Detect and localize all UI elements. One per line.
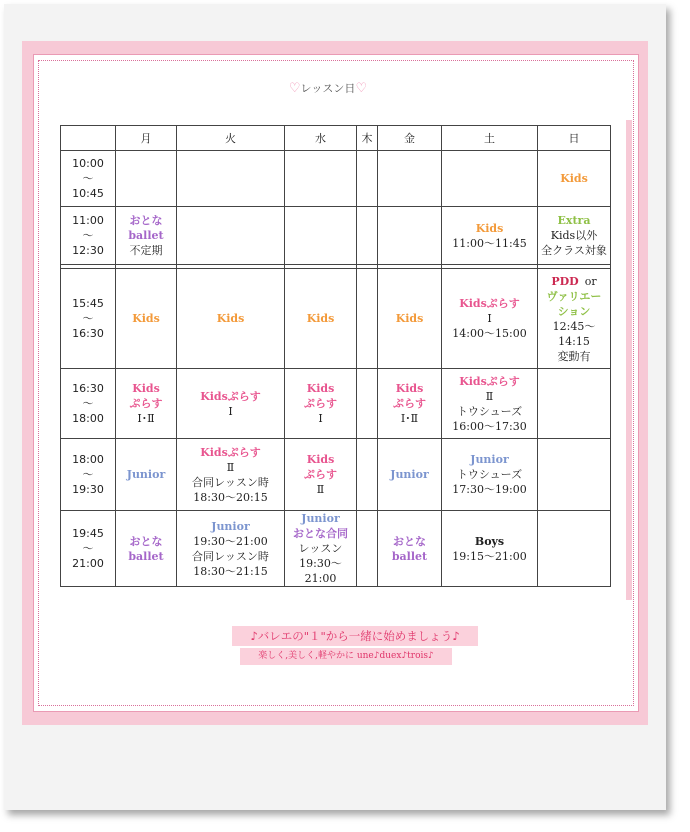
class-text: 18:30～20:15 (193, 490, 268, 504)
time-text: 19:45 (72, 527, 104, 540)
schedule-cell (177, 151, 285, 207)
class-text: Kidsぷらす (200, 389, 261, 403)
heart-icon: ♡ (288, 81, 301, 96)
class-text: Kids以外 (550, 229, 598, 242)
schedule-cell (285, 511, 357, 587)
schedule-cell (378, 207, 442, 265)
schedule-cell (538, 151, 611, 207)
day-header: 木 (357, 126, 378, 151)
schedule-cell (538, 369, 611, 439)
schedule-cell (442, 369, 538, 439)
class-text: 16:00～17:30 (452, 419, 527, 433)
schedule-cell (357, 439, 378, 511)
schedule-cell (538, 207, 611, 265)
day-header: 日 (538, 126, 611, 151)
schedule-cell (285, 439, 357, 511)
class-text: レッスン (298, 542, 343, 555)
class-text: Kids (560, 172, 588, 185)
time-text: ～ (82, 229, 94, 242)
class-text: ヴァリエー (546, 289, 602, 303)
time-cell (61, 369, 116, 439)
class-text: Ⅱ (316, 483, 325, 496)
schedule-cell (378, 269, 442, 369)
time-cell (61, 439, 116, 511)
class-text: ぷらす (304, 397, 337, 410)
schedule-cell (116, 511, 177, 587)
class-text: ション (557, 304, 591, 318)
banner-sub: 楽しく,美しく,軽やかに une♪duex♪trois♪ (240, 648, 452, 665)
class-text: Boys (474, 534, 505, 548)
class-text: おとな (393, 534, 426, 548)
class-text: 14:15 (558, 334, 590, 348)
time-cell (61, 151, 116, 207)
class-text: Ⅱ (485, 389, 494, 403)
schedule-cell (285, 269, 357, 369)
schedule-cell (538, 269, 611, 369)
schedule-cell (442, 151, 538, 207)
time-cell (61, 511, 116, 587)
or-text: or (584, 274, 597, 288)
class-text: Ⅱ (226, 460, 235, 474)
class-text: Kids (216, 312, 245, 325)
banner-main: ♪バレエの"１"から一緒に始めましょう♪ (232, 626, 478, 646)
class-text: ballet (391, 549, 428, 563)
page-title (268, 80, 388, 96)
schedule-cell (285, 369, 357, 439)
table-row (61, 439, 611, 511)
class-text: 19:30～ (299, 557, 342, 570)
time-text: ～ (82, 542, 94, 555)
class-text: 変動有 (557, 349, 591, 363)
pdd-text: PDD (551, 274, 579, 288)
class-text: おとな (129, 214, 163, 227)
class-text: Kids (306, 312, 335, 325)
class-text: 不定期 (129, 244, 163, 257)
class-text: Kids (475, 221, 504, 235)
schedule-cell (442, 207, 538, 265)
class-text: Kids (306, 453, 335, 466)
time-text: 11:00 (72, 214, 104, 227)
schedule-cell (357, 207, 378, 265)
day-header: 水 (285, 126, 357, 151)
title-text: レッスン日 (300, 82, 356, 95)
day-header: 金 (378, 126, 442, 151)
class-text: Junior (211, 519, 250, 533)
class-text: ぷらす (304, 468, 337, 481)
pdd-line (538, 274, 610, 289)
class-text: Ⅰ･Ⅱ (400, 412, 419, 425)
class-text: 19:15～21:00 (452, 549, 527, 563)
day-header: 土 (442, 126, 538, 151)
class-text: 合同レッスン時 (192, 475, 269, 489)
time-text: 16:30 (72, 382, 104, 395)
time-text: 18:00 (72, 412, 104, 425)
class-text: ぷらす (393, 397, 426, 410)
schedule-cell (116, 269, 177, 369)
schedule-cell (177, 439, 285, 511)
table-row (61, 207, 611, 265)
schedule-cell (538, 439, 611, 511)
class-text: Kids (132, 312, 160, 325)
class-text: Kids (306, 382, 335, 395)
schedule-cell (357, 269, 378, 369)
time-text: ～ (82, 468, 94, 481)
class-text: Junior (126, 468, 166, 481)
class-text: Ⅰ･Ⅱ (137, 412, 155, 425)
class-text: Kids (395, 312, 424, 325)
class-text: 14:00～15:00 (452, 327, 527, 340)
schedule-cell (442, 439, 538, 511)
class-text: トウシューズ (456, 404, 523, 418)
class-text: トウシューズ (456, 468, 523, 481)
time-text: 12:30 (72, 244, 104, 257)
schedule-cell (357, 369, 378, 439)
schedule-cell (378, 151, 442, 207)
schedule-cell (116, 439, 177, 511)
schedule-table (60, 125, 611, 587)
schedule-cell (285, 151, 357, 207)
schedule-cell (538, 511, 611, 587)
day-header: 月 (116, 126, 177, 151)
schedule-cell (357, 151, 378, 207)
schedule-cell (116, 207, 177, 265)
class-text: 17:30～19:00 (452, 483, 527, 496)
time-text: 10:00 (72, 157, 104, 170)
time-text: 16:30 (72, 327, 104, 340)
class-text: 12:45～ (552, 319, 596, 333)
class-text: ballet (128, 229, 164, 242)
class-text: Kidsぷらす (200, 445, 261, 459)
class-text: 11:00～11:45 (452, 236, 527, 250)
day-header: 火 (177, 126, 285, 151)
time-text: 21:00 (72, 557, 104, 570)
schedule-cell (177, 511, 285, 587)
class-text: Junior (470, 453, 509, 466)
table-row (61, 151, 611, 207)
time-cell (61, 207, 116, 265)
corner-cell (61, 126, 116, 151)
schedule-cell (177, 207, 285, 265)
class-text: 合同レッスン時 (192, 549, 269, 563)
class-text: Junior (301, 512, 340, 525)
schedule-cell (285, 207, 357, 265)
schedule-cell (357, 511, 378, 587)
time-text: ～ (82, 172, 94, 185)
schedule-cell (177, 369, 285, 439)
class-text: Ⅰ (228, 404, 233, 418)
time-text: ～ (82, 312, 94, 325)
table-row (61, 511, 611, 587)
class-text: 21:00 (304, 572, 337, 585)
class-text: おとな (129, 534, 163, 548)
table-row (61, 369, 611, 439)
heart-icon: ♡ (355, 81, 368, 96)
schedule-cell (116, 369, 177, 439)
schedule-cell (442, 511, 538, 587)
class-text: 全クラス対象 (541, 244, 607, 257)
right-pink-bar (626, 120, 632, 600)
schedule-body (61, 151, 611, 587)
time-text: 10:45 (72, 187, 104, 200)
schedule-cell (378, 511, 442, 587)
time-text: 18:00 (72, 453, 104, 466)
time-text: ～ (82, 397, 94, 410)
class-text: ballet (128, 549, 164, 563)
class-text: ぷらす (129, 397, 163, 410)
class-text: Kidsぷらす (459, 297, 520, 310)
schedule-cell (442, 269, 538, 369)
class-text: Ⅰ (318, 412, 323, 425)
class-text: Kids (132, 382, 160, 395)
class-text: Kidsぷらす (459, 374, 520, 388)
schedule-cell (378, 369, 442, 439)
class-text: Kids (395, 382, 424, 395)
class-text: Ⅰ (487, 312, 492, 325)
class-text: 18:30～21:15 (193, 564, 268, 578)
header-row (61, 126, 611, 151)
time-cell (61, 269, 116, 369)
class-text: 19:30～21:00 (193, 534, 268, 548)
schedule-cell (177, 269, 285, 369)
schedule-cell (378, 439, 442, 511)
schedule-cell (116, 151, 177, 207)
time-text: 15:45 (72, 297, 104, 310)
class-text: おとな合同 (293, 527, 348, 540)
class-text: Junior (390, 468, 429, 481)
time-text: 19:30 (72, 483, 104, 496)
class-text: Extra (557, 214, 591, 227)
table-row (61, 269, 611, 369)
